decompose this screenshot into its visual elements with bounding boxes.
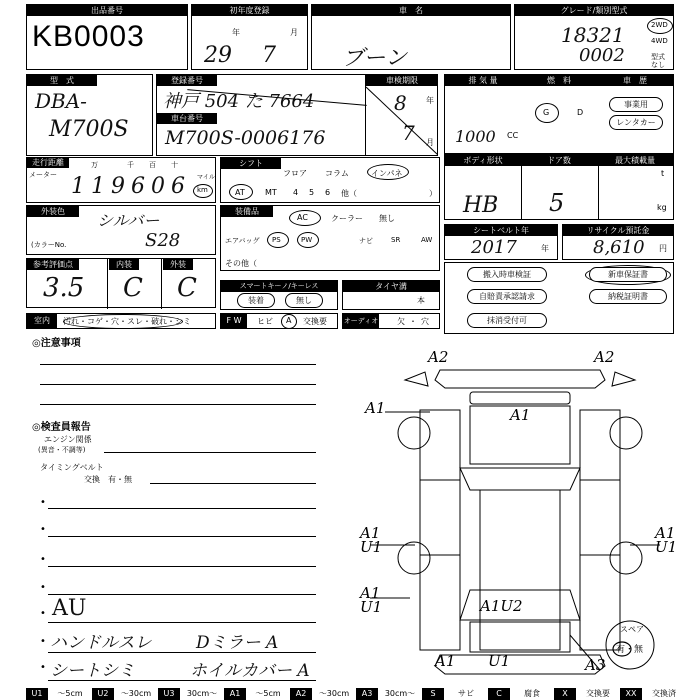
car-name-label: 車 名 [312,5,510,16]
recycle-box [562,224,674,260]
equip-aw: AW [421,236,433,244]
month-label: 月 [290,28,298,37]
recycle-label: リサイクル預託金 [563,225,673,236]
shift-mt: MT [265,188,277,197]
mark-rear-u: U1 [488,652,511,670]
grade-label: グレード/類別型式 [515,5,673,16]
shift-6: 6 [325,188,331,197]
color-box [26,205,216,255]
divider [521,166,522,220]
shift-4: 4 [293,188,299,197]
legend-code: U3 [158,688,180,700]
divider [598,166,599,220]
inspection-month-label: 月 [426,138,434,147]
fuel-d: D [577,108,584,117]
exterior-grade: C [177,273,197,303]
legend-desc: ～5cm [57,689,83,698]
note-line [48,594,316,595]
grade-box [514,4,674,70]
model-label: 型 式 [27,75,97,86]
bullet: • [40,554,46,565]
tire-box [342,280,440,310]
seatbelt-year-label: 年 [541,244,549,253]
equipment-box [220,205,440,271]
first-registration-box [191,4,308,70]
mark-front-left: A2 [428,348,449,366]
smartkey-label: スマートキーノ/キーレス [221,281,337,292]
capacity-t: t [661,169,665,178]
audio-hole: 穴 [421,317,429,326]
inspection-month: 7 [402,121,415,145]
room-circle [63,314,183,329]
audio-dot: ・ [409,317,417,326]
shift-instpanel: インパネ [371,169,403,178]
color-name: シルバー [97,211,160,230]
legend-code: S [422,688,444,700]
body-type: HB [463,193,499,218]
note-line [48,680,316,681]
engine-fuel-header [445,75,673,86]
doc-warranty: 新車保証書 [589,267,667,282]
registration-number: 神戸 504 た 7664 [163,91,315,112]
notes-title: ◎注意事項 [32,338,81,349]
interior-condition-box [26,313,216,329]
inspection-label: 車検期限 [366,75,438,86]
inspection-slash [366,75,438,155]
audio-missing: 欠 [397,317,405,326]
legend-code: XX [620,688,642,700]
engine-sub: (異音・不調等) [38,446,86,454]
equip-navi: ナビ [359,237,373,245]
rental-use: レンタカー [609,115,663,130]
tire-unit: 本 [417,296,425,305]
model-box [26,74,153,156]
equip-ps: PS [272,236,281,244]
legend-desc: 30cm～ [186,689,218,698]
score-box [26,258,216,308]
door-count: 5 [549,189,565,217]
equip-pw: PW [301,236,313,244]
doc-inspection-cert: 搬入時車検証 [467,267,547,282]
equip-ac: AC [297,213,308,222]
mark-left-side: A1 [360,524,381,542]
drive-2wd: 2WD [651,21,668,29]
note-line [48,622,316,623]
registration-label: 登録番号 [157,75,217,86]
km-label: km [197,186,208,194]
legend-desc: 交換要 [586,689,610,698]
mark-front-right: A2 [594,348,615,366]
first-registration-label: 初年度登録 [192,5,307,16]
documents-box [444,262,674,334]
mark-left-front: A1 [365,399,386,417]
fuel-label: 燃 料 [547,76,571,85]
legend-desc: 交換済 [652,689,676,698]
score-value: 3.5 [43,273,85,303]
drive-4wd: 4WD [651,37,668,45]
shift-other: 他（ [341,189,357,198]
equip-none: 無し [379,214,395,223]
unit-man: 万 [91,161,98,169]
equip-sr: SR [391,236,401,244]
mile-label: マイル [197,174,215,181]
interior-label: 内装 [109,259,139,270]
note-line [104,452,316,453]
legend-code: U2 [92,688,114,700]
bullet: • [40,582,46,593]
shift-column: コラム [325,169,349,178]
timing-label: タイミングベルト [40,463,104,472]
shift-floor: フロア [283,169,307,178]
meter-label: メーター [29,171,57,179]
equip-other: その他（ [225,259,257,268]
engine-label: エンジン関係 [44,435,92,444]
grade-top: 18321 [561,23,625,47]
fw-replace: 交換要 [303,317,327,326]
year-label: 年 [232,28,240,37]
body-box [444,154,674,220]
audio-label: オーディオ [343,314,379,328]
business-use: 事業用 [609,97,663,112]
body-label: ボディ形状 [463,156,503,165]
car-diagram [330,340,690,685]
legend-code: C [488,688,510,700]
legend-desc: ～5cm [255,689,281,698]
capacity-kg: kg [657,203,667,212]
shift-5: 5 [309,188,315,197]
chassis-number: M700S-0006176 [165,127,326,149]
displacement: 1000 [455,127,496,146]
shift-label: シフト [221,158,281,169]
note-line [48,508,316,509]
seatbelt-box [444,224,558,260]
note-line [40,384,316,385]
car-name: ブーン [342,46,407,71]
capacity-label: 最大積載量 [615,156,655,165]
spare-options: 有・無 [616,645,644,655]
smartkey-box [220,280,338,310]
divider [161,259,162,309]
shift-box [220,157,440,203]
doc-liability: 自賠責承認請求 [467,289,547,304]
yen-label: 円 [659,244,667,253]
room-label: 室内 [27,314,57,328]
seatbelt-label: シートベルト年 [445,225,557,236]
note-line [40,404,316,405]
note-seat: シートシミ [50,661,135,681]
mark-rear-mid: A1U2 [480,597,523,615]
mark-rear-right: A3 [585,656,606,674]
note-mirror: Dミラー A [196,633,279,653]
smartkey-equipped: 装着 [237,293,275,308]
stock-number-label: 出品番号 [27,5,187,16]
color-code-label: (カラーNo. [31,241,67,249]
legend-code: U1 [26,688,48,700]
engine-fuel-box [444,74,674,154]
cc-label: CC [507,131,519,140]
room-options: 汚れ・コゲ・穴・スレ・破れ・シミ [63,317,191,326]
inspection-area [365,75,438,155]
timing-options: 交換 有・無 [84,475,132,484]
equip-cooler: クーラー [331,214,363,223]
mileage-value: 119606 [71,174,191,199]
fw-crack: ヒビ [257,317,273,326]
note-wheelcover: ホイルカバー A [190,661,310,681]
audio-box [342,313,440,329]
drive-none: 型式なし [651,53,665,69]
mark-left-side-u: U1 [360,538,383,556]
fw-a: A [286,316,292,325]
legend-code: X [554,688,576,700]
unit-hyaku: 百 [149,161,156,169]
mileage-label: 走行距離 [27,158,69,168]
exterior-label: 外装 [163,259,193,270]
mark-right-side: A1 [655,524,676,542]
legend-code: A2 [290,688,312,700]
note-steering: ハンドルスレ [50,633,152,653]
mark-rear-left: A1 [435,652,456,670]
interior-grade: C [123,273,143,303]
bullet: • [40,608,46,619]
seatbelt-year: 2017 [471,237,517,258]
displacement-label: 排 気 量 [468,76,498,85]
grade-bottom: 0002 [579,45,625,66]
note-line [40,364,316,365]
bullet: • [40,636,46,647]
legend-desc: サビ [458,689,474,698]
door-label: ドア数 [547,156,571,165]
legend-desc: ～30cm [120,689,152,698]
note-line [48,536,316,537]
fw-box [220,313,338,329]
equipment-label: 装備品 [221,206,273,217]
unit-sen: 千 [127,161,134,169]
tire-label: タイヤ溝 [343,281,439,292]
fw-label: F W [221,314,247,328]
mark-right-side-u: U1 [655,538,678,556]
chassis-label: 車台番号 [157,113,217,124]
legend-desc: 30cm～ [384,689,416,698]
legend-desc: ～30cm [318,689,350,698]
bullet: • [40,524,46,535]
mark-left-rear: A1 [360,584,381,602]
note-line [48,566,316,567]
equip-airbag: エアバッグ [225,237,260,245]
fuel-g: G [543,108,550,117]
legend-desc: 腐食 [524,689,540,698]
color-code: S28 [145,230,181,251]
legend-code: A3 [356,688,378,700]
doc-cancel: 抹消受付可 [467,313,547,328]
shift-at: AT [235,188,245,197]
note-line [150,483,316,484]
smartkey-none: 無し [285,293,323,308]
model-prefix: DBA- [35,89,87,113]
first-registration-year: 29 [204,43,232,68]
shift-other-close: ） [429,189,437,198]
model-code: M700S [49,117,129,142]
mileage-box [26,157,216,203]
bullet: • [40,497,46,508]
history-label: 車 歴 [623,76,647,85]
first-registration-month: 7 [262,43,276,68]
body-header [445,155,673,166]
stock-number: KB0003 [32,20,145,53]
car-name-box [311,4,511,70]
score-label: 参考評価点 [27,259,79,270]
mark-hood: A1 [510,406,531,424]
bullet: • [40,662,46,673]
note-line [48,652,316,653]
spare-label: スペア [620,625,644,634]
note-au: AU [52,596,87,621]
color-label: 外装色 [27,206,79,217]
divider [107,259,108,309]
inspection-year: 8 [394,91,407,115]
doc-tax: 納税証明書 [589,289,667,304]
legend-code: A1 [224,688,246,700]
registration-box [156,74,438,156]
recycle-amount: 8,610 [593,237,645,258]
inspection-year-label: 年 [426,96,434,105]
mark-left-rear-u: U1 [360,598,383,616]
unit-juu: 十 [171,161,178,169]
inspector-title: ◎検査員報告 [32,422,91,433]
